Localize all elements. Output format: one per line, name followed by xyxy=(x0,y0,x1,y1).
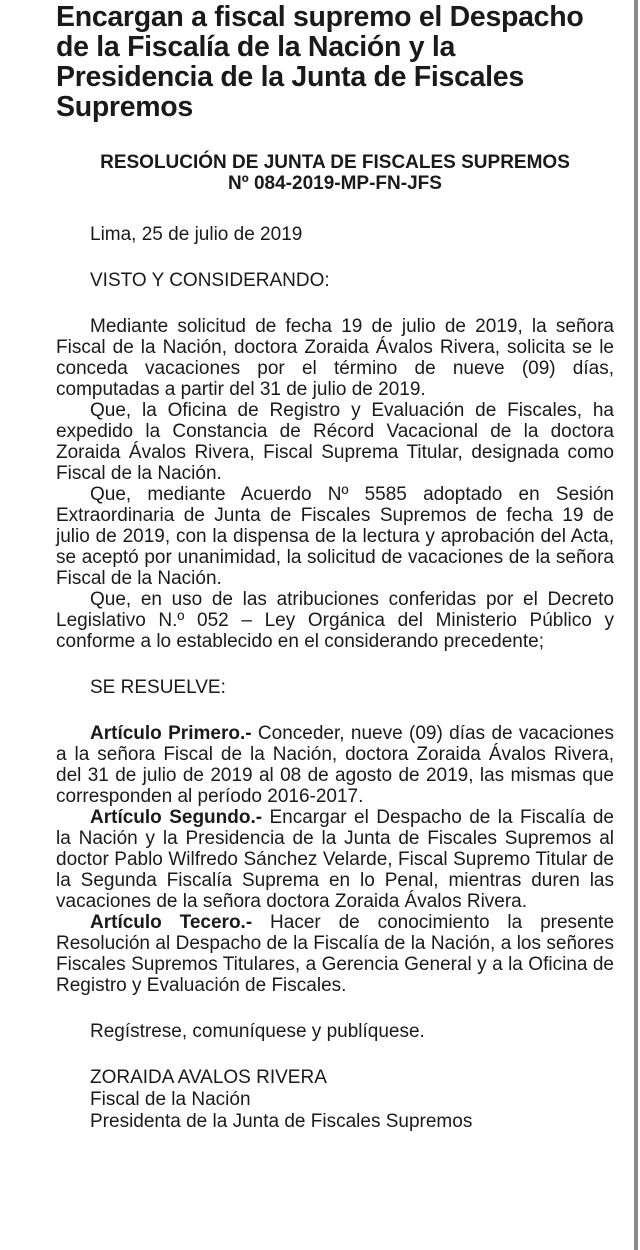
article-text: Encargar el Despacho de la Fiscalía de la Nación y la Presidencia de la Junta de Fiscales Supremos al doctor Pablo Wilfredo Sánchez Velarde, Fiscal Supremo Titular de la Segunda Fiscalía Suprema en lo Penal, mientras duren las vacaciones de la señora doctora Zoraida Ávalos Rivera. xyxy=(56,807,614,912)
considerando-paragraph: Mediante solicitud de fecha 19 de julio de 2019, la señora Fiscal de la Nación, doctora Zoraida Ávalos Rivera, solicita se le conceda vacaciones por el término de nueve (09) días, computadas a partir del 31 de julio de 2019. xyxy=(56,316,614,400)
visto-heading: VISTO Y CONSIDERANDO: xyxy=(90,270,330,291)
article-paragraph xyxy=(56,912,614,996)
considerando-paragraph: Que, en uso de las atribuciones conferidas por el Decreto Legislativo N.º 052 – Ley Orgánica del Ministerio Público y conforme a lo establecido en el considerando precedente; xyxy=(56,589,614,652)
date-line: Lima, 25 de julio de 2019 xyxy=(90,224,303,245)
signature-role: Presidenta de la Junta de Fiscales Supremos xyxy=(90,1111,473,1132)
resolution-heading: RESOLUCIÓN DE JUNTA DE FISCALES SUPREMOS xyxy=(100,152,570,173)
article-text: Hacer de conocimiento la presente Resolución al Despacho de la Fiscalía de la Nación, a los señores Fiscales Supremos Titulares, a Gerencia General y a la Oficina de Registro y Evaluación de Fiscales. xyxy=(56,912,615,996)
signature-block xyxy=(56,1067,614,1133)
articles xyxy=(56,723,614,996)
resolution-number: Nº 084-2019-MP-FN-JFS xyxy=(228,173,442,194)
se-resuelve-heading: SE RESUELVE: xyxy=(90,677,226,698)
resolution-header xyxy=(56,152,614,194)
article-label: Artículo Segundo.- xyxy=(90,807,263,828)
signature-name: ZORAIDA AVALOS RIVERA xyxy=(90,1067,327,1088)
article-label: Artículo Primero.- xyxy=(90,723,252,744)
article-paragraph xyxy=(56,807,614,912)
article-text: Conceder, nueve (09) días de vacaciones a la señora Fiscal de la Nación, doctora Zoraida Ávalos Rivera, del 31 de julio de 2019 al 08 de agosto de 2019, las mismas que corresponden al período 2016-2017. xyxy=(56,723,614,807)
considerando-paragraph: Que, mediante Acuerdo Nº 5585 adoptado en Sesión Extraordinaria de Junta de Fiscales Supremos de fecha 19 de julio de 2019, con la dispensa de la lectura y aprobación del Acta, se aceptó por unanimidad, la solicitud de vacaciones de la señora Fiscal de la Nación. xyxy=(56,484,614,589)
article-label: Artículo Tecero.- xyxy=(90,912,253,933)
considerando-paragraph: Que, la Oficina de Registro y Evaluación de Fiscales, ha expedido la Constancia de Récord Vacacional de la doctora Zoraida Ávalos Rivera, Fiscal Suprema Titular, designada como Fiscal de la Nación. xyxy=(56,400,614,484)
signature-role: Fiscal de la Nación xyxy=(90,1089,251,1110)
article-paragraph xyxy=(56,723,614,807)
closing-line: Regístrese, comuníquese y publíquese. xyxy=(90,1021,425,1042)
article-title: Encargan a fiscal supremo el Despacho de la Fiscalía de la Nación y la Presidencia de la Junta de Fiscales Supremos xyxy=(56,1,584,123)
considerandos xyxy=(56,316,614,652)
